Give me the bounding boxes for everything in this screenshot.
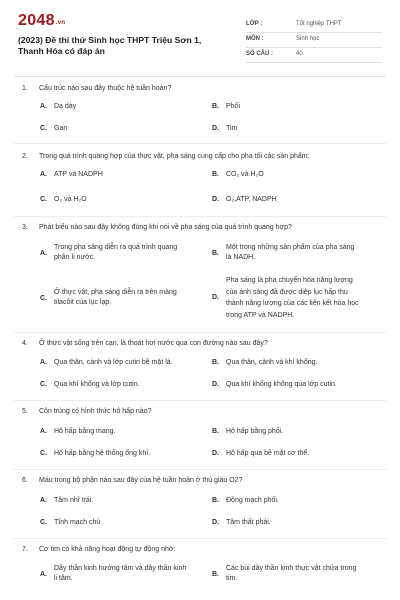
logo-text: 2048	[18, 12, 55, 29]
option-letter: C.	[40, 196, 47, 203]
question-number: 1.	[22, 85, 28, 92]
question-divider	[14, 143, 386, 144]
question-text: Máu trong bộ phận nào sau đây của hệ tuần hoàn ở thú giàu O2?	[39, 477, 243, 484]
option-a[interactable]	[40, 243, 205, 267]
option-letter: C.	[40, 381, 47, 388]
option-b[interactable]	[212, 564, 382, 588]
option-text	[54, 288, 177, 308]
option-line: Các bùi dây thần kinh thực vật chứa trong	[226, 565, 357, 572]
option-text: Phổi	[226, 103, 241, 110]
meta-value: 40	[296, 51, 303, 57]
option-line: Ở thực vật, pha sáng diễn ra trên màng	[54, 289, 177, 296]
meta-row-count	[246, 48, 382, 63]
option-line: Pha sáng là pha chuyển hóa năng lượng	[226, 277, 353, 284]
option-letter: A.	[40, 571, 47, 578]
meta-value: Sinh học	[296, 36, 320, 42]
option-text	[226, 243, 354, 263]
option-line: của ánh sáng đã được diệp lục hấp thu	[226, 288, 348, 296]
option-letter: D.	[212, 519, 219, 526]
meta-row-subject	[246, 33, 382, 48]
question-divider	[14, 216, 386, 217]
option-letter: D.	[212, 196, 219, 203]
question-stem	[22, 223, 292, 233]
option-letter: A.	[40, 428, 47, 435]
option-text: Hô hấp bằng hệ thống ống khí.	[54, 450, 151, 457]
option-text: Qua khí khổng và lớp cutin.	[54, 381, 140, 388]
option-letter: B.	[212, 571, 219, 578]
question-divider	[14, 400, 386, 401]
option-text: CO₂ và H₂O	[226, 171, 264, 178]
option-letter: A.	[40, 171, 47, 178]
meta-row-class	[246, 18, 382, 33]
option-text: Tĩnh mạch chủ	[54, 519, 101, 526]
option-letter: A.	[40, 359, 47, 366]
option-letter: D.	[212, 450, 219, 457]
question-stem	[22, 407, 152, 417]
question-divider	[14, 538, 386, 539]
page-header	[18, 12, 382, 70]
header-divider	[14, 76, 386, 77]
option-letter: B.	[212, 250, 219, 257]
question-stem	[22, 476, 242, 486]
question-number: 3.	[22, 224, 28, 231]
option-d[interactable]	[212, 275, 387, 321]
option-letter: B.	[212, 497, 219, 504]
option-text: O₂ và H₂O	[54, 196, 87, 203]
site-logo[interactable]	[18, 12, 65, 30]
option-text: Dạ dày	[54, 103, 77, 110]
option-letter: B.	[212, 428, 219, 435]
option-letter: B.	[212, 103, 219, 110]
question-divider	[14, 469, 386, 470]
option-letter: A.	[40, 250, 47, 257]
question-text: Cơ tim có khả năng hoạt động tự động nhờ:	[39, 546, 176, 553]
option-line: trong ATP và NADPH.	[226, 311, 295, 319]
option-letter: A.	[40, 103, 47, 110]
option-letter: C.	[40, 125, 47, 132]
option-text: Tim	[226, 125, 238, 132]
option-text: Hô hấp qua bề mặt cơ thể.	[226, 450, 310, 457]
question-text: Côn trùng có hình thức hô hấp nào?	[39, 408, 152, 415]
option-a[interactable]	[40, 564, 210, 588]
option-line: thành năng lượng của các liên kết hóa học	[226, 300, 359, 307]
exam-meta	[246, 18, 382, 63]
question-text: Phát biểu nào sau đây không đúng khi nói về pha sáng của quá trình quang hợp?	[39, 224, 292, 231]
option-line: là NADH.	[226, 254, 256, 261]
option-line: Một trong những sản phẩm của pha sáng	[226, 244, 355, 251]
option-line: tilacôit của lục lạp.	[54, 299, 112, 306]
option-text	[226, 564, 356, 584]
question-stem	[22, 84, 171, 94]
option-text: Hô hấp bằng mang.	[54, 428, 116, 435]
meta-value: Tốt nghiệp THPT	[296, 21, 342, 27]
question-stem	[22, 152, 310, 162]
question-number: 5.	[22, 408, 28, 415]
option-text: Tâm thất phải.	[226, 519, 271, 526]
question-stem	[22, 339, 268, 349]
option-text	[54, 564, 186, 584]
option-text: Tâm nhĩ trái.	[54, 497, 94, 504]
question-text: Ở thực vật sống trên cạn, là thoát hơi nước qua con đường nào sau đây?	[39, 340, 268, 347]
option-letter: B.	[212, 171, 219, 178]
option-letter: C.	[40, 450, 47, 457]
logo-suffix: .vn	[55, 20, 66, 26]
question-number: 6.	[22, 477, 28, 484]
option-text: ATP và NADPH	[54, 171, 103, 178]
option-text: Qua thân, cành và khí khổng.	[226, 359, 318, 366]
option-line: li tâm.	[54, 575, 73, 582]
meta-key: SỐ CÂU :	[246, 51, 273, 57]
exam-title: (2023) Đề thi thử Sinh học THPT Triệu Sơn 1, Thanh Hóa có đáp án	[18, 35, 202, 56]
option-letter: C.	[40, 519, 47, 526]
question-text: Trong quá trình quang hợp của thực vật, pha sáng cung cấp cho pha tối các sản phẩm:	[39, 153, 310, 160]
option-letter: D.	[212, 294, 219, 301]
option-letter: D.	[212, 125, 219, 132]
question-divider	[14, 332, 386, 333]
option-text: Qua khí khổng không qua lớp cutin.	[226, 381, 337, 388]
option-letter: C.	[40, 295, 47, 302]
option-b[interactable]	[212, 243, 382, 267]
meta-key: LỚP :	[246, 21, 263, 27]
question-number: 2.	[22, 153, 28, 160]
option-letter: A.	[40, 497, 47, 504]
option-text	[54, 243, 177, 263]
option-line: Trong pha sáng diễn ra quá trình quang	[54, 244, 178, 251]
question-number: 7.	[22, 546, 28, 553]
option-line: Dây thần kinh hướng tâm và dây thần kinh	[54, 565, 187, 572]
question-text: Cấu trúc nào sau đây thuộc hệ tuần hoàn?	[39, 85, 172, 92]
option-letter: B.	[212, 359, 219, 366]
question-number: 4.	[22, 340, 28, 347]
meta-key: MÔN :	[246, 36, 264, 42]
question-stem	[22, 545, 175, 555]
option-text: Gan	[54, 125, 68, 132]
option-text: Động mạch phổi.	[226, 497, 279, 504]
option-line: tim.	[226, 575, 238, 582]
option-text	[226, 275, 359, 321]
option-text: Hô hấp bằng phổi.	[226, 428, 284, 435]
option-text: Qua thân, cành và lớp cutin bề mặt lá.	[54, 359, 173, 366]
option-line: phân li nước.	[54, 254, 96, 261]
option-c[interactable]	[40, 288, 205, 312]
option-text: O₂,ATP, NADPH	[226, 196, 277, 203]
option-letter: D.	[212, 381, 219, 388]
